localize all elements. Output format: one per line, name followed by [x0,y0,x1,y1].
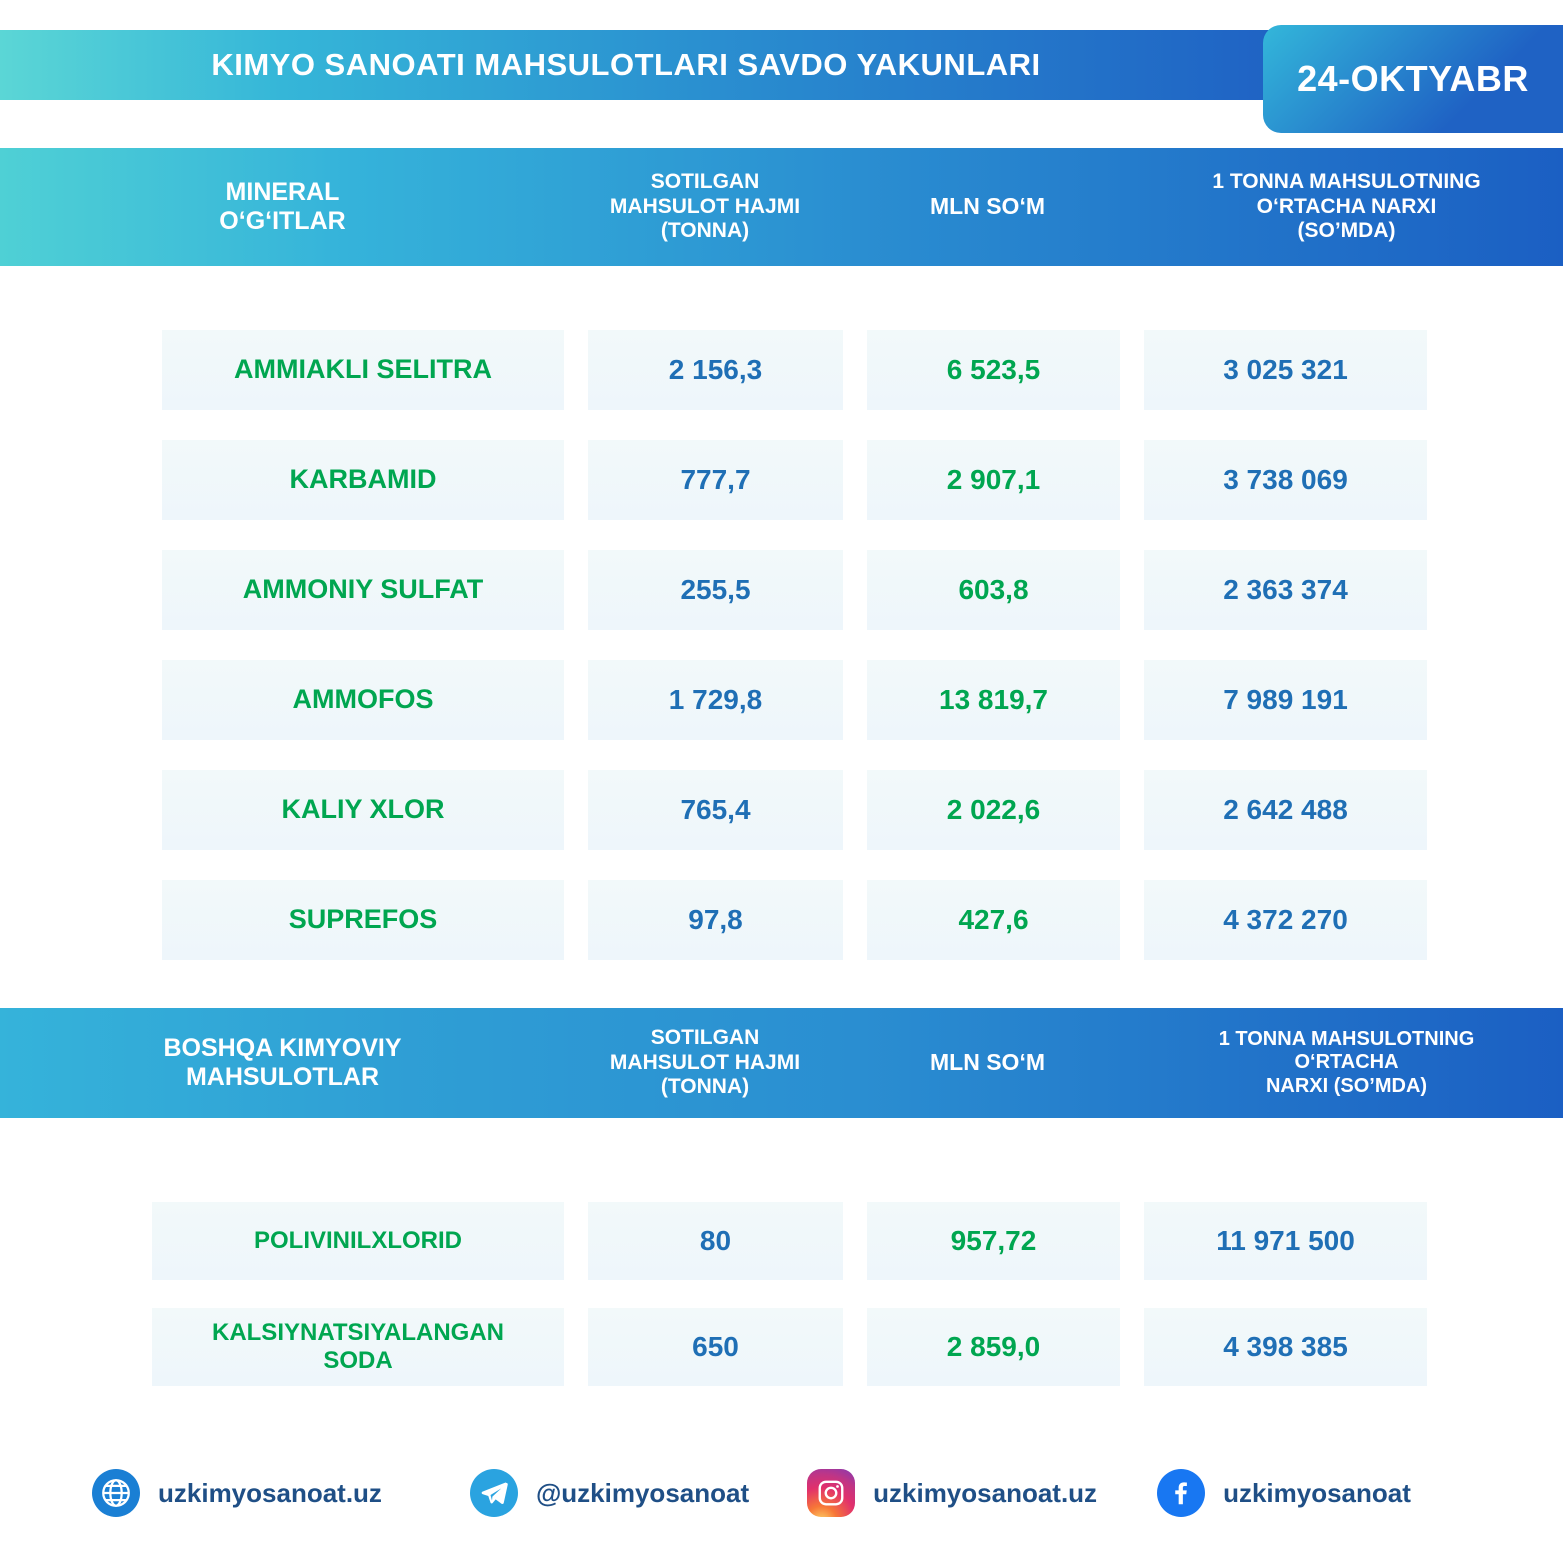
column-header-volume: SOTILGAN MAHSULOT HAJMI (TONNA) [609,169,801,243]
product-avg-price: 3 025 321 [1144,330,1427,410]
footer-item-instagram[interactable] [807,1469,1097,1517]
product-name: KALIY XLOR [162,770,564,850]
product-name: AMMOFOS [162,660,564,740]
product-avg-price: 7 989 191 [1144,660,1427,740]
product-avg-price: 2 642 488 [1144,770,1427,850]
product-volume: 2 156,3 [588,330,843,410]
product-name: KALSIYNATSIYALANGAN SODA [152,1308,564,1386]
footer-label: uzkimyosanoat.uz [158,1477,382,1508]
product-volume: 255,5 [588,550,843,630]
product-name: SUPREFOS [162,880,564,960]
table-row [0,330,1563,410]
product-mln-sum: 2 907,1 [867,440,1120,520]
table-row [0,1308,1563,1386]
column-header-volume: SOTILGAN MAHSULOT HAJMI (TONNA) [609,1025,801,1099]
product-avg-price: 4 372 270 [1144,880,1427,960]
table-row [0,880,1563,960]
facebook-icon [1157,1469,1205,1517]
product-volume: 650 [588,1308,843,1386]
column-header-avg-price: 1 TONNA MAHSULOTNING O‘RTACHA NARXI (SO’MDA) [1212,169,1481,243]
product-volume: 97,8 [588,880,843,960]
product-mln-sum: 603,8 [867,550,1120,630]
globe-icon [92,1469,140,1517]
product-avg-price: 3 738 069 [1144,440,1427,520]
instagram-icon [807,1469,855,1517]
section1-header [0,148,1563,266]
product-mln-sum: 427,6 [867,880,1120,960]
column-header-other-chemicals: BOSHQA KIMYOVIY MAHSULOTLAR [163,1033,402,1091]
product-name: AMMIAKLI SELITRA [162,330,564,410]
product-volume: 1 729,8 [588,660,843,740]
date-label: 24-OKTYABR [1297,58,1529,99]
product-volume: 777,7 [588,440,843,520]
product-mln-sum: 957,72 [867,1202,1120,1280]
section2-table [0,1202,1563,1414]
product-volume: 765,4 [588,770,843,850]
product-mln-sum: 6 523,5 [867,330,1120,410]
product-name: KARBAMID [162,440,564,520]
product-mln-sum: 2 859,0 [867,1308,1120,1386]
title-bar [0,30,1282,100]
table-row [0,770,1563,850]
section1-table [0,330,1563,990]
product-mln-sum: 13 819,7 [867,660,1120,740]
product-name: POLIVINILXLORID [152,1202,564,1280]
product-avg-price: 2 363 374 [1144,550,1427,630]
column-header-mln-sum: MLN SO‘M [930,1049,1045,1076]
footer-label: uzkimyosanoat [1223,1477,1411,1508]
column-header-avg-price: 1 TONNA MAHSULOTNING O‘RTACHA NARXI (SO’MDA) [1218,1027,1475,1097]
page-title: KIMYO SANOATI MAHSULOTLARI SAVDO YAKUNLARI [211,47,1041,82]
section2-header [0,1008,1563,1118]
table-row [0,1202,1563,1280]
product-avg-price: 4 398 385 [1144,1308,1427,1386]
footer [0,1448,1563,1538]
table-row [0,440,1563,520]
footer-item-website[interactable] [92,1469,382,1517]
date-badge [1263,25,1563,133]
product-name: AMMONIY SULFAT [162,550,564,630]
footer-item-facebook[interactable] [1157,1469,1411,1517]
title-row [0,30,1563,100]
product-avg-price: 11 971 500 [1144,1202,1427,1280]
product-volume: 80 [588,1202,843,1280]
product-mln-sum: 2 022,6 [867,770,1120,850]
footer-label: @uzkimyosanoat [535,1477,750,1508]
table-row [0,550,1563,630]
footer-label: uzkimyosanoat.uz [873,1477,1098,1508]
column-header-mln-sum: MLN SO‘M [930,193,1045,220]
telegram-icon [470,1469,518,1517]
column-header-mineral-fertilizers: MINERAL O‘G‘ITLAR [219,177,346,235]
footer-item-telegram[interactable] [470,1469,749,1517]
table-row [0,660,1563,740]
